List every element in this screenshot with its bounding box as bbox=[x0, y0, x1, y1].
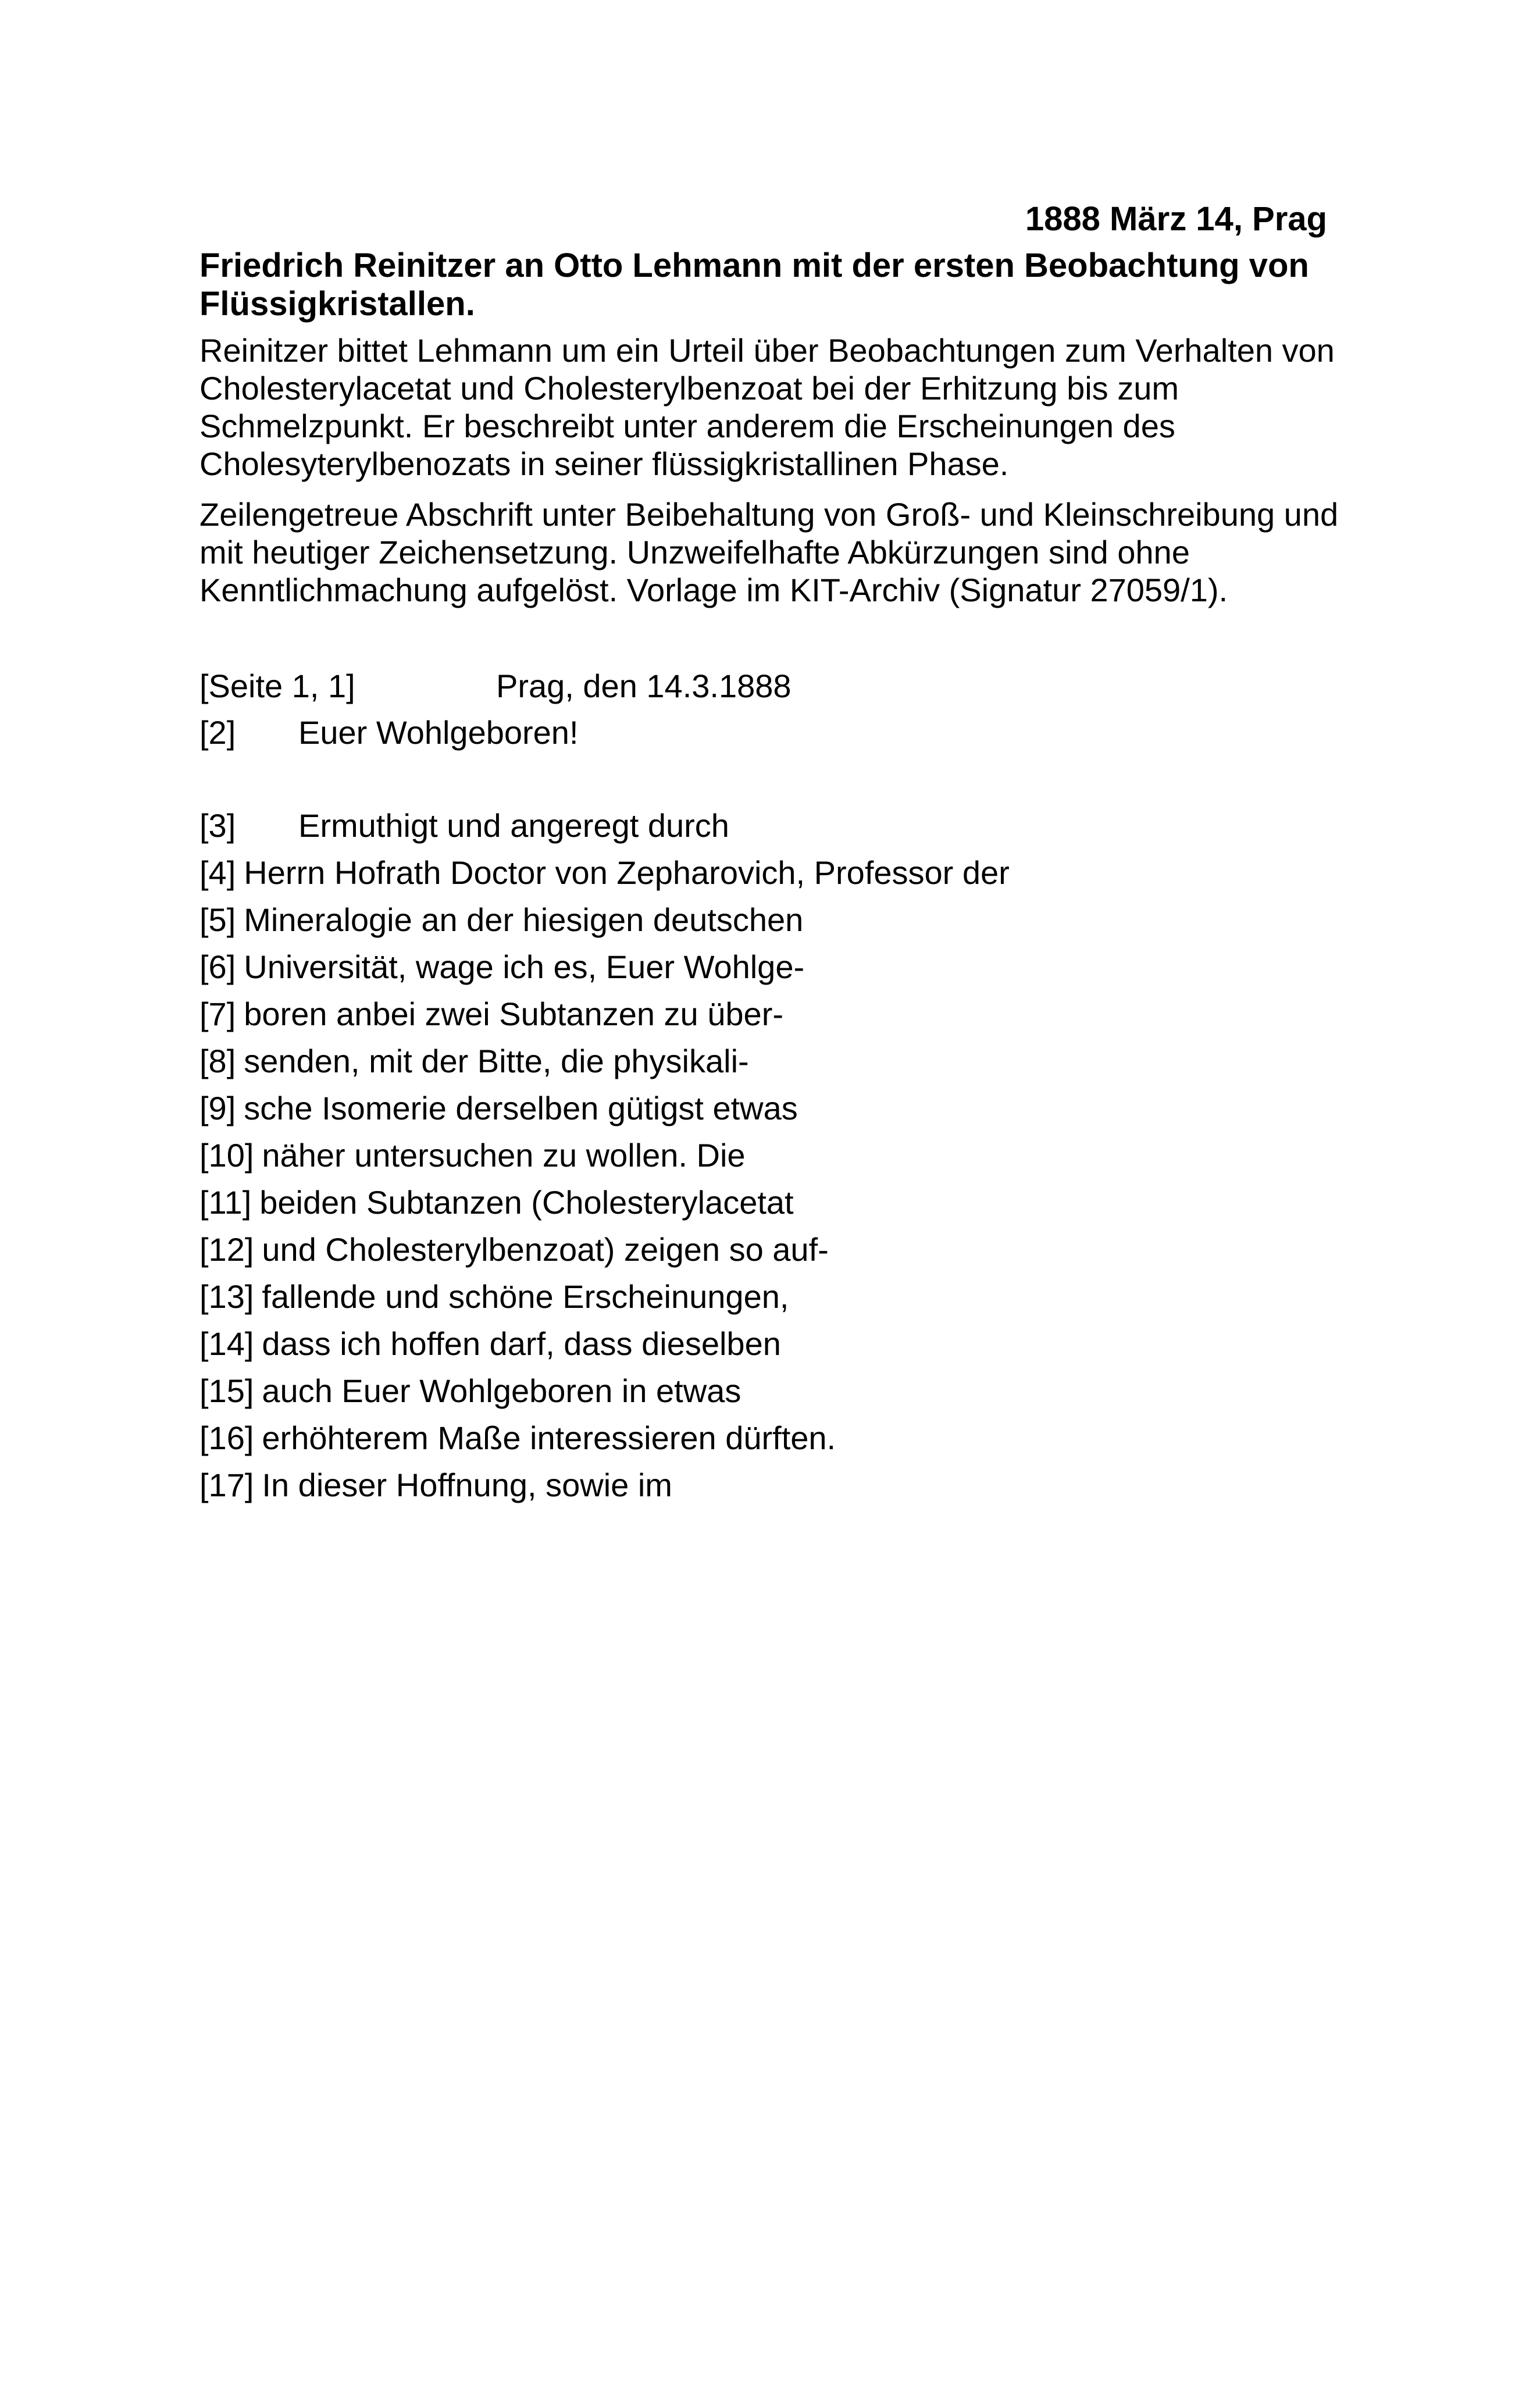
line-text: Euer Wohlgeboren! bbox=[298, 714, 579, 751]
transcript-line bbox=[199, 853, 1010, 893]
line-marker: [15] bbox=[199, 1372, 254, 1409]
line-text: Universität, wage ich es, Euer Wohlge- bbox=[244, 948, 805, 985]
summary-paragraph: Reinitzer bittet Lehmann um ein Urteil über Beobachtungen zum Verhalten von Cholesterylacetat und Cholesterylbenzoat bei der Erhitzung bis zum Schmelzpunkt. Er beschreibt unter anderem die Erscheinungen des Cholesyterylbenozats in seiner flüssigkristallinen Phase. bbox=[199, 332, 1335, 482]
line-marker: [11] bbox=[199, 1184, 252, 1221]
line-marker: [17] bbox=[199, 1467, 254, 1503]
line-marker: [16] bbox=[199, 1420, 254, 1456]
transcript-line bbox=[199, 1088, 798, 1129]
line-text: und Cholesterylbenzoat) zeigen so auf- bbox=[262, 1231, 829, 1268]
line-marker: [Seite 1, 1] bbox=[199, 668, 355, 704]
line-text: auch Euer Wohlgeboren in etwas bbox=[262, 1372, 742, 1409]
line-text: sche Isomerie derselben gütigst etwas bbox=[244, 1090, 798, 1126]
transcript-line bbox=[199, 1041, 749, 1082]
line-marker: [3] bbox=[199, 807, 236, 844]
line-marker: [12] bbox=[199, 1231, 254, 1268]
transcript-line bbox=[199, 1324, 781, 1364]
transcript-line bbox=[199, 666, 792, 707]
transcript-line bbox=[199, 1135, 746, 1176]
line-text: In dieser Hoffnung, sowie im bbox=[262, 1467, 672, 1503]
line-marker: [7] bbox=[199, 996, 236, 1032]
line-text: Prag, den 14.3.1888 bbox=[496, 668, 792, 704]
transcript-line bbox=[199, 900, 803, 940]
transcript-line bbox=[199, 994, 783, 1035]
transcript-line bbox=[199, 805, 729, 846]
line-marker: [13] bbox=[199, 1278, 254, 1315]
line-text: näher untersuchen zu wollen. Die bbox=[262, 1137, 746, 1174]
transcript-line bbox=[199, 947, 804, 987]
line-marker: [6] bbox=[199, 948, 236, 985]
line-marker: [14] bbox=[199, 1325, 254, 1362]
line-text: Mineralogie an der hiesigen deutschen bbox=[244, 901, 804, 938]
line-text: senden, mit der Bitte, die physikali- bbox=[244, 1043, 749, 1079]
line-text: boren anbei zwei Subtanzen zu über- bbox=[244, 996, 783, 1032]
transcript-line bbox=[199, 1418, 836, 1459]
line-marker: [5] bbox=[199, 901, 236, 938]
line-marker: [4] bbox=[199, 854, 236, 891]
transcript-line bbox=[199, 1276, 789, 1317]
line-marker: [10] bbox=[199, 1137, 254, 1174]
transcript-line bbox=[199, 1229, 829, 1270]
document-title: Friedrich Reinitzer an Otto Lehmann mit der ersten Beobachtung von Flüssigkristallen. bbox=[199, 247, 1309, 323]
line-marker: [8] bbox=[199, 1043, 236, 1079]
line-marker: [2] bbox=[199, 714, 236, 751]
line-text: dass ich hoffen darf, dass dieselben bbox=[262, 1325, 781, 1362]
line-text: fallende und schöne Erscheinungen, bbox=[262, 1278, 789, 1315]
transcript-line bbox=[199, 1182, 794, 1223]
date-place-heading: 1888 März 14, Prag bbox=[1025, 200, 1327, 238]
line-text: beiden Subtanzen (Cholesterylacetat bbox=[259, 1184, 794, 1221]
line-text: erhöhterem Maße interessieren dürften. bbox=[262, 1420, 836, 1456]
line-marker: [9] bbox=[199, 1090, 236, 1126]
line-text: Herrn Hofrath Doctor von Zepharovich, Professor der bbox=[244, 854, 1010, 891]
editorial-note: Zeilengetreue Abschrift unter Beibehaltung von Groß- und Kleinschreibung und mit heutiger Zeichensetzung. Unzweifelhafte Abkürzungen sind ohne Kenntlichmachung aufgelöst. Vorlage im KIT-Archiv (Signatur 27059/1). bbox=[199, 496, 1339, 608]
transcript-line bbox=[199, 712, 579, 753]
transcript-line bbox=[199, 1465, 672, 1506]
line-text: Ermuthigt und angeregt durch bbox=[298, 807, 729, 844]
transcript-line bbox=[199, 1371, 741, 1411]
